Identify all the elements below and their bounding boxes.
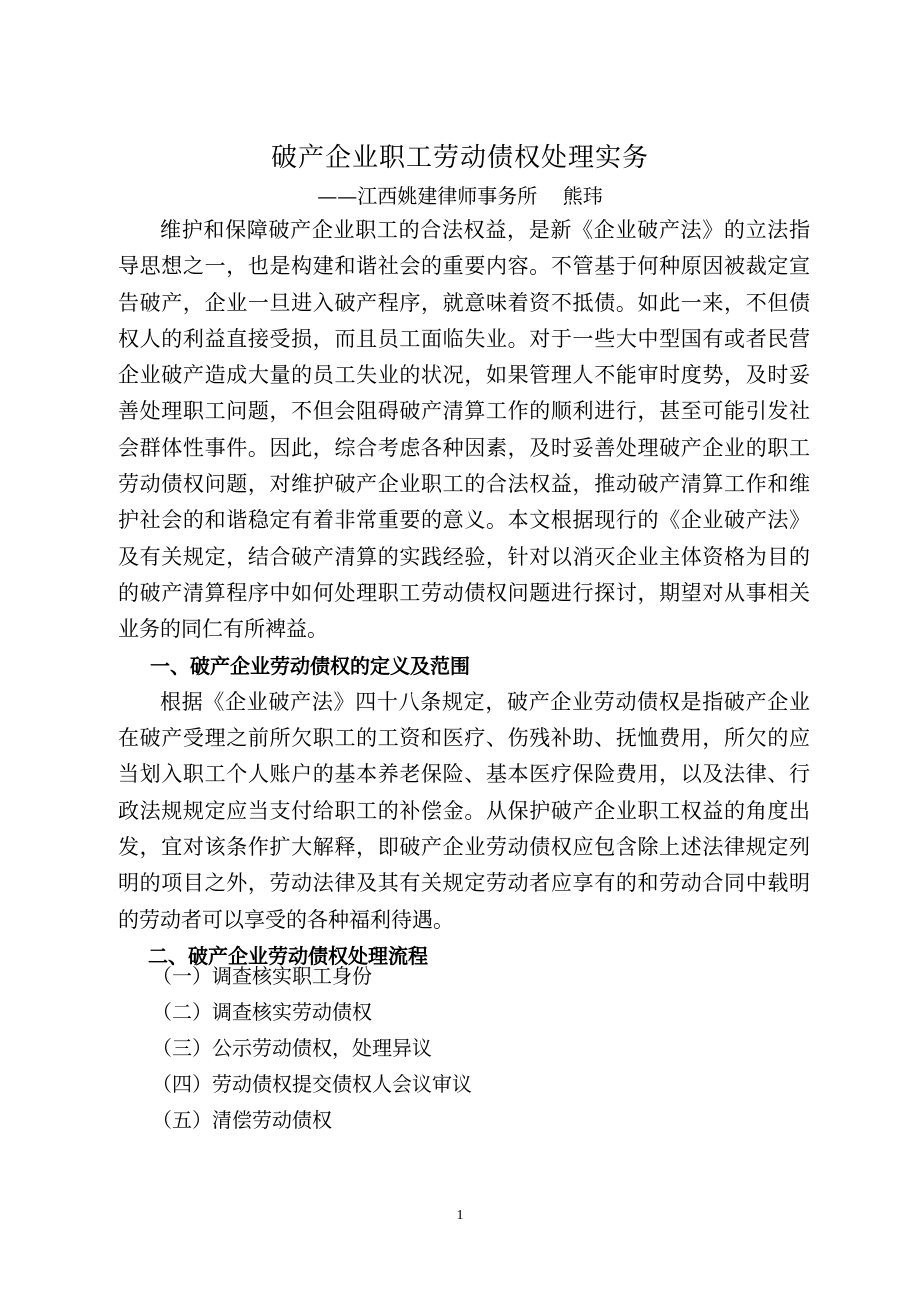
document-subtitle: ——江西姚建律师事务所 熊玮 — [317, 184, 603, 208]
section-2-heading: 二、破产企业劳动债权处理流程 — [148, 943, 428, 968]
list-item: （四）劳动债权提交债权人会议审议 — [152, 1072, 472, 1096]
list-item: （一）调查核实职工身份 — [152, 964, 372, 988]
document-body — [118, 212, 810, 974]
document-title: 破产企业职工劳动债权处理实务 — [270, 143, 649, 173]
list-item: （三）公示劳动债权，处理异议 — [152, 1036, 432, 1060]
section-2-list — [118, 958, 810, 1138]
section-1-heading: 一、破产企业劳动债权的定义及范围 — [150, 653, 470, 678]
intro-paragraph: 维护和保障破产企业职工的合法权益，是新《企业破产法》的立法指导思想之一，也是构建和谐社会的重要内容。不管基于何种原因被裁定宣告破产，企业一旦进入破产程序，就意味着资不抵债。如此一来，不但债权人的利益直接受损，而且员工面临失业。对于一些大中型国有或者民营企业破产造成大量的员工失业的状况，如果管理人不能审时度势，及时妥善处理职工问题，不但会阻碍破产清算工作的顺利进行，甚至可能引发社会群体性事件。因此，综合考虑各种因素，及时妥善处理破产企业的职工劳动债权问题，对维护破产企业职工的合法权益，推动破产清算工作和维护社会的和谐稳定有着非常重要的意义。本文根据现行的《企业破产法》及有关规定，结合破产清算的实践经验，针对以消灭企业主体资格为目的的破产清算程序中如何处理职工劳动债权问题进行探讨，期望对从事相关业务的同仁有所裨益。 — [118, 218, 810, 642]
section-1-paragraph: 根据《企业破产法》四十八条规定，破产企业劳动债权是指破产企业在破产受理之前所欠职工的工资和医疗、伤残补助、抚恤费用，所欠的应当划入职工个人账户的基本养老保险、基本医疗保险费用，以及法律、行政法规规定应当支付给职工的补偿金。从保护破产企业职工权益的角度出发，宜对该条作扩大解释，即破产企业劳动债权应包含除上述法律规定列明的项目之外，劳动法律及其有关规定劳动者应享有的和劳动合同中载明的劳动者可以享受的各种福利待遇。 — [118, 689, 810, 932]
page-number: 1 — [456, 1208, 464, 1223]
list-item: （二）调查核实劳动债权 — [152, 1000, 372, 1024]
list-item: （五）清偿劳动债权 — [152, 1108, 332, 1132]
